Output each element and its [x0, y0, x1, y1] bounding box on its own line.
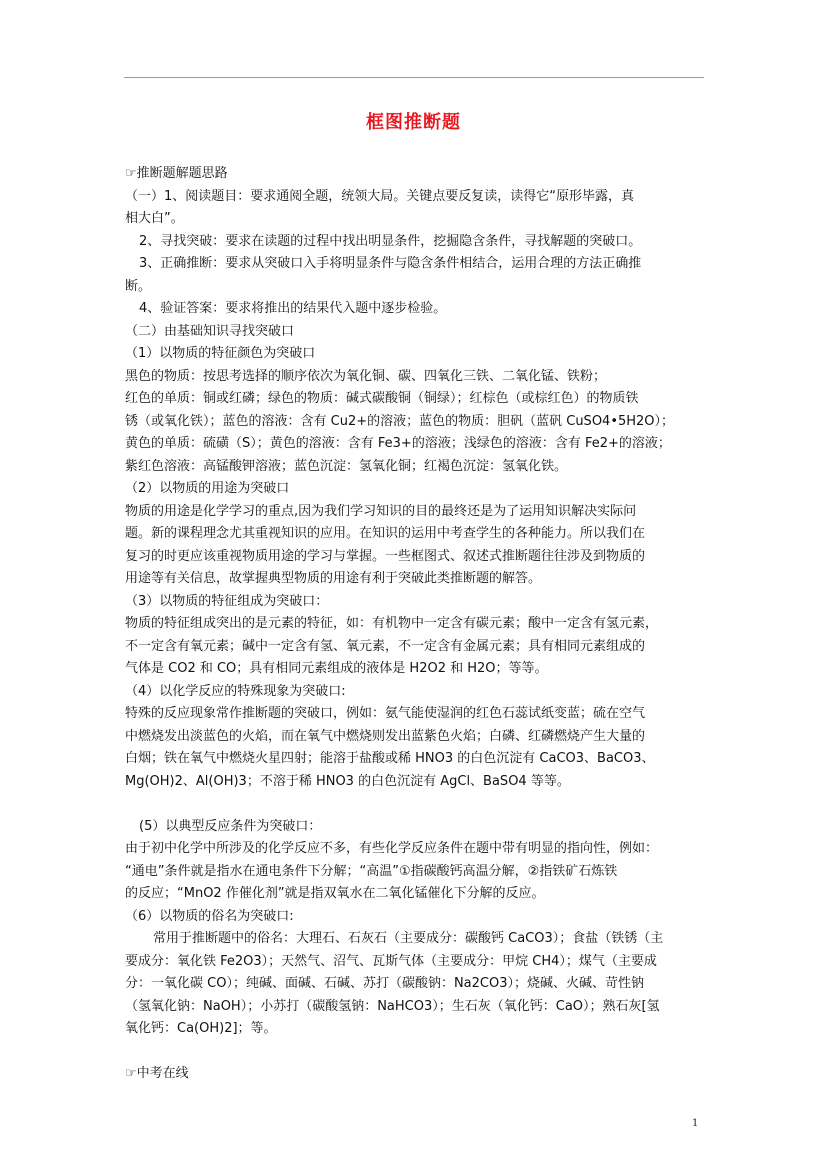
- paragraph-line: （3）以物质的特征组成为突破口：: [125, 593, 329, 609]
- paragraph-line: Mg(OH)2、Al(OH)3；不溶于稀 HNO3 的白色沉淀有 AgCl、BaSO4 等等。: [125, 773, 570, 789]
- paragraph-line: 由于初中化学中所涉及的化学反应不多，有些化学反应条件在题中带有明显的指向性，例如：: [125, 841, 659, 856]
- paragraph-line: 的反应；“MnO2 作催化剂”就是指双氧水在二氧化锰催化下分解的反应。: [125, 886, 545, 901]
- paragraph-line: 2、寻找突破：要求在读题的过程中找出明显条件，挖掘隐含条件，寻找解题的突破口。: [139, 233, 642, 249]
- paragraph-line: 锈（或氧化铁）；蓝色的溶液：含有 Cu2+的溶液；蓝色的物质：胆矾（蓝矾 CuSO4•5H2O）；: [125, 413, 675, 429]
- header-rule: [124, 77, 704, 78]
- paragraph-line: 中燃烧发出淡蓝色的火焰，而在氧气中燃烧则发出蓝紫色火焰；白磷、红磷燃烧产生大量的: [125, 728, 646, 744]
- paragraph-line: 断。: [125, 278, 152, 294]
- paragraph-line: 3、正确推断：要求从突破口入手将明显条件与隐含条件相结合，运用合理的方法正确推: [139, 256, 642, 271]
- paragraph-line: 复习的时更应该重视物质用途的学习与掌握。一些框图式、叙述式推断题往往涉及到物质的: [125, 548, 646, 564]
- paragraph-line: （2）以物质的用途为突破口: [125, 481, 290, 496]
- paragraph-line: 白烟；铁在氧气中燃烧火星四射；能溶于盐酸或稀 HNO3 的白色沉淀有 CaCO3、BaCO3、: [125, 751, 655, 766]
- paragraph-line: 用途等有关信息，故掌握典型物质的用途有利于突破此类推断题的解答。: [125, 571, 542, 586]
- section-heading-exam-online: ☞中考在线: [125, 1066, 189, 1081]
- section-heading-approach: ☞推断题解题思路: [125, 166, 228, 181]
- document-body: [125, 163, 705, 1086]
- paragraph-line: 黄色的单质：硫磺（S）；黄色的溶液：含有 Fe3+的溶液；浅绿色的溶液：含有 Fe2+的溶液；: [125, 436, 671, 451]
- paragraph-line: 4、验证答案：要求将推出的结果代入题中逐步检验。: [139, 301, 447, 316]
- page-number: 1: [692, 1118, 699, 1129]
- paragraph-line: 物质的用途是化学学习的重点,因为我们学习知识的目的最终还是为了运用知识解决实际问: [125, 503, 637, 519]
- paragraph-line: 氧化钙：Ca(OH)2]；等。: [125, 1021, 277, 1036]
- paragraph-line: 要成分：氧化铁 Fe2O3）；天然气、沼气、瓦斯气体（主要成分：甲烷 CH4）；煤气（主要成: [125, 953, 657, 969]
- paragraph-line: （4）以化学反应的特殊现象为突破口:: [125, 683, 346, 699]
- blank-line: [125, 1041, 705, 1064]
- blank-line: [125, 793, 705, 816]
- paragraph-line: 气体是 CO2 和 CO；具有相同元素组成的液体是 H2O2 和 H2O；等等。: [125, 661, 548, 676]
- paragraph-line: 黑色的物质：按思考选择的顺序依次为氧化铜、碳、四氧化三铁、二氧化锰、铁粉；: [125, 368, 607, 384]
- paragraph-line: 物质的特征组成突出的是元素的特征，如：有机物中一定含有碳元素；酸中一定含有氢元素，: [125, 616, 659, 631]
- paragraph-line: 不一定含有氧元素；碱中一定含有氢、氧元素，不一定含有金属元素；具有相同元素组成的: [125, 638, 646, 654]
- paragraph-line: 特殊的反应现象常作推断题的突破口，例如：氨气能使湿润的红色石蕊试纸变蓝；硫在空气: [125, 706, 646, 721]
- paragraph-line: 分：一氧化碳 CO）；纯碱、面碱、石碱、苏打（碳酸钠：Na2CO3）；烧碱、火碱、苛性钠: [125, 976, 644, 991]
- paragraph-line: 常用于推断题中的俗名：大理石、石灰石（主要成分：碳酸钙 CaCO3）；食盐（铁锈（主: [153, 931, 664, 946]
- paragraph-line: 题。新的课程理念尤其重视知识的应用。在知识的运用中考查学生的各种能力。所以我们在: [125, 526, 646, 541]
- paragraph-line: 红色的单质：铜或红磷；绿色的物质：碱式碳酸铜（铜绿）；红棕色（或棕红色）的物质铁: [125, 391, 639, 406]
- paragraph-line: （1）以物质的特征颜色为突破口: [125, 346, 316, 361]
- paragraph-line: “通电”条件就是指水在通电条件下分解；“高温”①指碳酸钙高温分解，②指铁矿石炼铁: [125, 863, 618, 879]
- paragraph-line: （二）由基础知识寻找突破口: [125, 323, 295, 339]
- paragraph-line: (5）以典型反应条件为突破口：: [139, 818, 322, 834]
- paragraph-line: 相大白”。: [125, 211, 184, 226]
- paragraph-line: 紫红色溶液：高锰酸钾溶液；蓝色沉淀：氢氧化铜；红褐色沉淀：氢氧化铁。: [125, 458, 568, 474]
- page-title: 框图推断题: [366, 112, 461, 133]
- paragraph-line: （一）1、阅读题目：要求通阅全题，统领大局。关键点要反复读，读得它“原形毕露，真: [125, 188, 635, 204]
- paragraph-line: （氢氧化钠：NaOH）；小苏打（碳酸氢钠：NaHCO3）；生石灰（氧化钙：CaO）；熟石灰[氢: [125, 998, 660, 1014]
- paragraph-line: （6）以物质的俗名为突破口:: [125, 908, 294, 924]
